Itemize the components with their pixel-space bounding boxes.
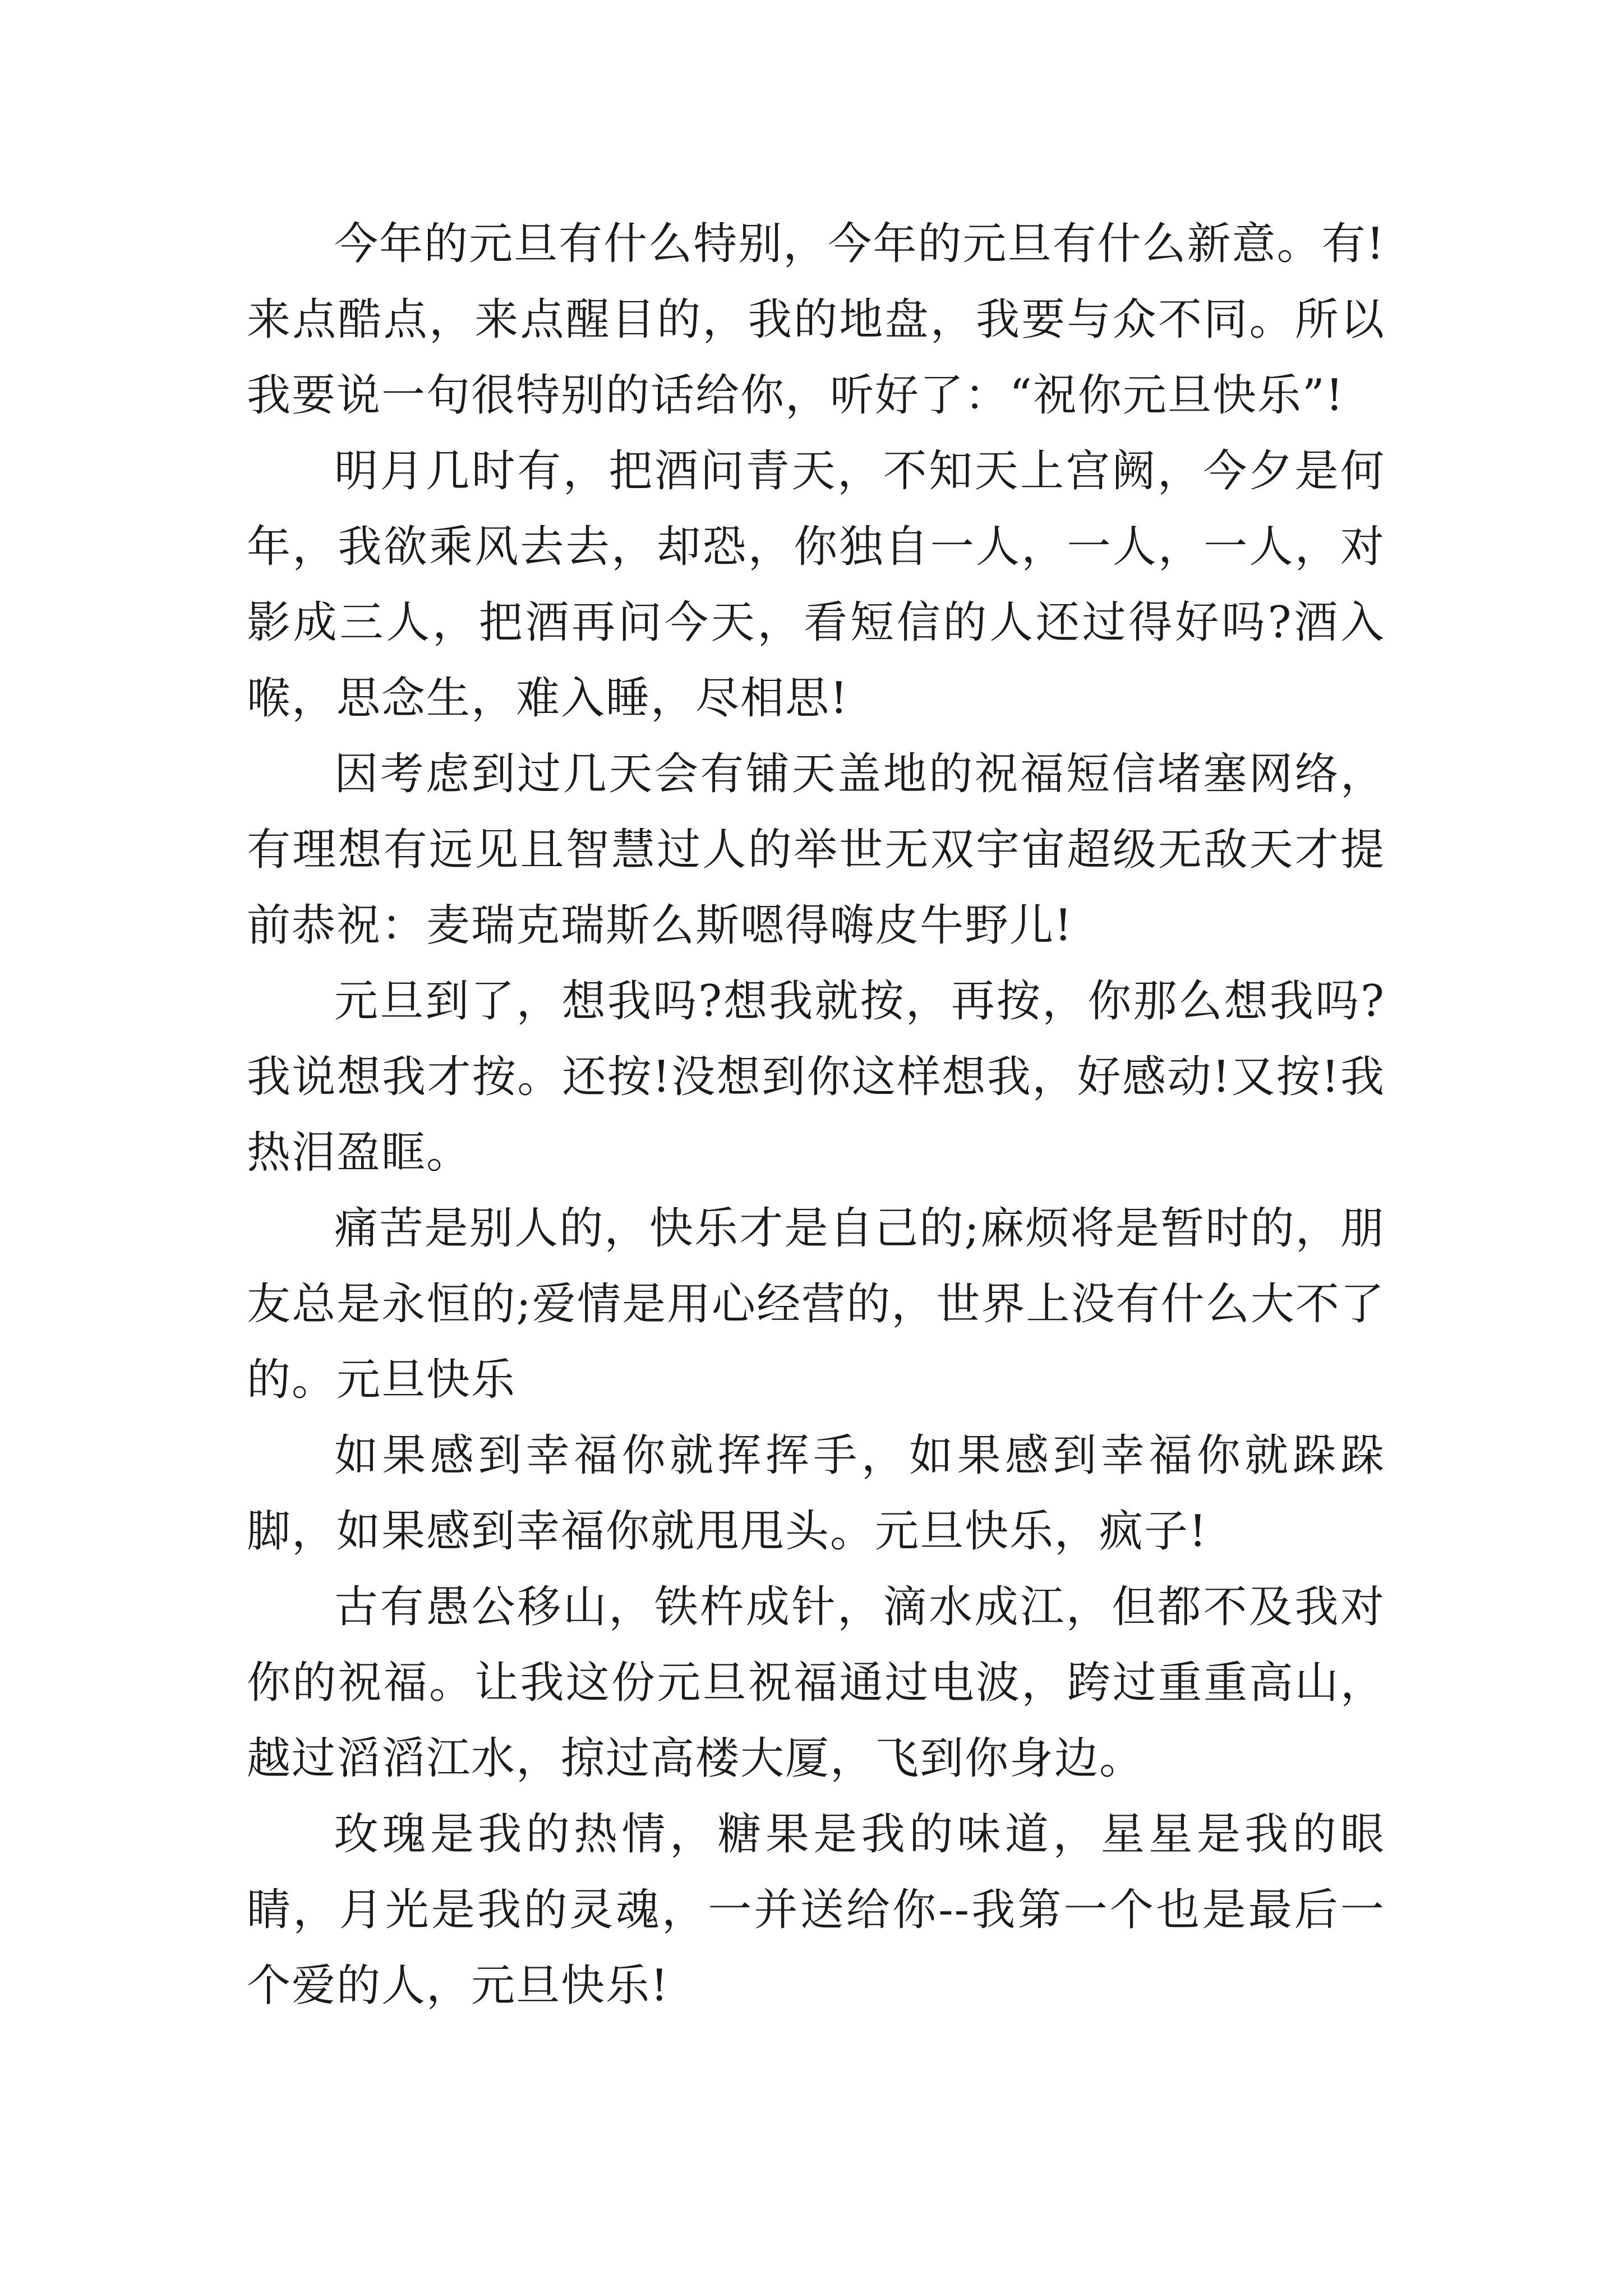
paragraph-2: 明月几时有，把酒问青天，不知天上宫阙，今夕是何年，我欲乘风去去，却恐，你独自一人，一人，一人，对影成三人，把酒再问今天，看短信的人还过得好吗?酒入喉，思念生，难入睡，尽相思!: [247, 446, 1385, 724]
paragraph-7: 古有愚公移山，铁杵成针，滴水成江，但都不及我对你的祝福。让我这份元旦祝福通过电波，跨过重重高山，越过滔滔江水，掠过高楼大厦，飞到你身边。: [247, 1582, 1385, 1784]
paragraph-5: 痛苦是别人的，快乐才是自己的;麻烦将是暂时的，朋友总是永恒的;爱情是用心经营的，世界上没有什么大不了的。元旦快乐: [247, 1203, 1385, 1405]
document-body: [247, 206, 1385, 2024]
paragraph-6: 如果感到幸福你就挥挥手，如果感到幸福你就跺跺脚，如果感到幸福你就甩甩头。元旦快乐，疯子!: [247, 1430, 1385, 1557]
paragraph-4: 元旦到了，想我吗?想我就按，再按，你那么想我吗?我说想我才按。还按!没想到你这样想我，好感动!又按!我热泪盈眶。: [247, 976, 1385, 1178]
paragraph-3: 因考虑到过几天会有铺天盖地的祝福短信堵塞网络，有理想有远见且智慧过人的举世无双宇宙超级无敌天才提前恭祝：麦瑞克瑞斯么斯嗯得嗨皮牛野儿!: [247, 749, 1385, 951]
paragraph-1: 今年的元旦有什么特别，今年的元旦有什么新意。有!来点酷点，来点醒目的，我的地盘，我要与众不同。所以我要说一句很特别的话给你，听好了：“祝你元旦快乐”!: [247, 219, 1385, 421]
paragraph-8: 玫瑰是我的热情，糖果是我的味道，星星是我的眼睛，月光是我的灵魂，一并送给你--我第一个也是最后一个爱的人，元旦快乐!: [247, 1809, 1385, 2011]
